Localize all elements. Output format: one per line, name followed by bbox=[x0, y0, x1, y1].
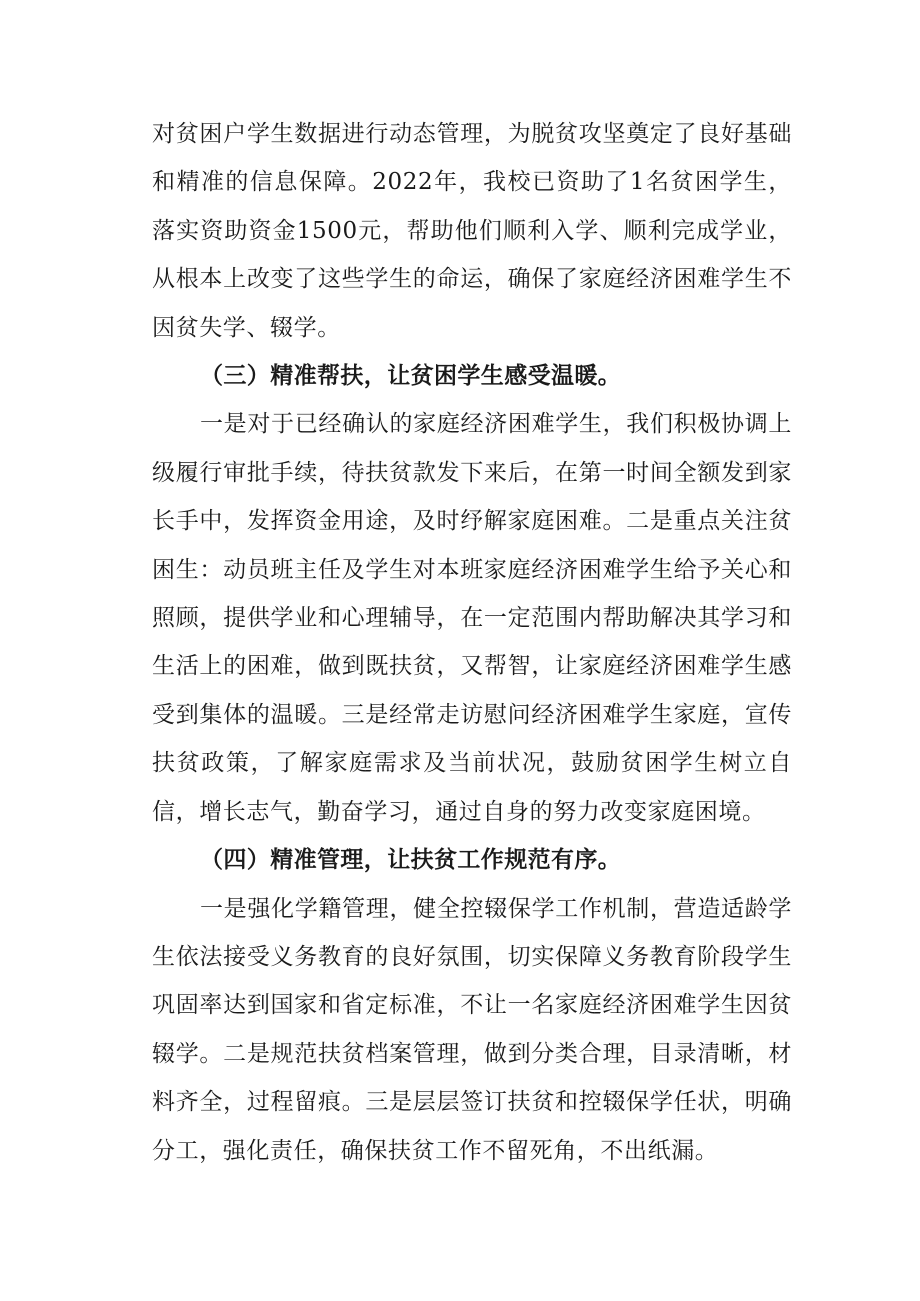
paragraph-precise-assistance: 一是对于已经确认的家庭经济困难学生，我们积极协调上级履行审批手续，待扶贫款发下来后，在第一时间全额发到家长手中，发挥资金用途，及时纾解家庭困难。二是重点关注贫困生：动员班主任及学生对本班家庭经济困难学生给予关心和照顾，提供学业和心理辅导，在一定范围内帮助解决其学习和生活上的困难，做到既扶贫，又帮智，让家庭经济困难学生感受到集体的温暖。三是经常走访慰问经济困难学生家庭，宣传扶贫政策，了解家庭需求及当前状况，鼓励贫困学生树立自信，增长志气，勤奋学习，通过自身的努力改变家庭困境。 bbox=[152, 411, 792, 825]
section-heading-precise-assistance: （三）精准帮扶，让贫困学生感受温暖。 bbox=[200, 363, 622, 390]
document-body bbox=[152, 110, 792, 1175]
paragraph-precise-management: 一是强化学籍管理，健全控辍保学工作机制，营造适龄学生依法接受义务教育的良好氛围，切实保障义务教育阶段学生巩固率达到国家和省定标准，不让一名家庭经济困难学生因贫辍学。二是规范扶贫档案管理，做到分类合理，目录清晰，材料齐全，过程留痕。三是层层签订扶贫和控辍保学任状，明确分工，强化责任，确保扶贫工作不留死角，不出纸漏。 bbox=[152, 895, 792, 1164]
section-heading-precise-management: （四）精准管理，让扶贫工作规范有序。 bbox=[200, 847, 622, 874]
paragraph-funding-summary: 对贫困户学生数据进行动态管理，为脱贫攻坚奠定了良好基础和精准的信息保障。2022年，我校已资助了1名贫困学生，落实资助资金1500元，帮助他们顺利入学、顺利完成学业，从根本上改变了这些学生的命运，确保了家庭经济困难学生不因贫失学、辍学。 bbox=[152, 121, 792, 341]
